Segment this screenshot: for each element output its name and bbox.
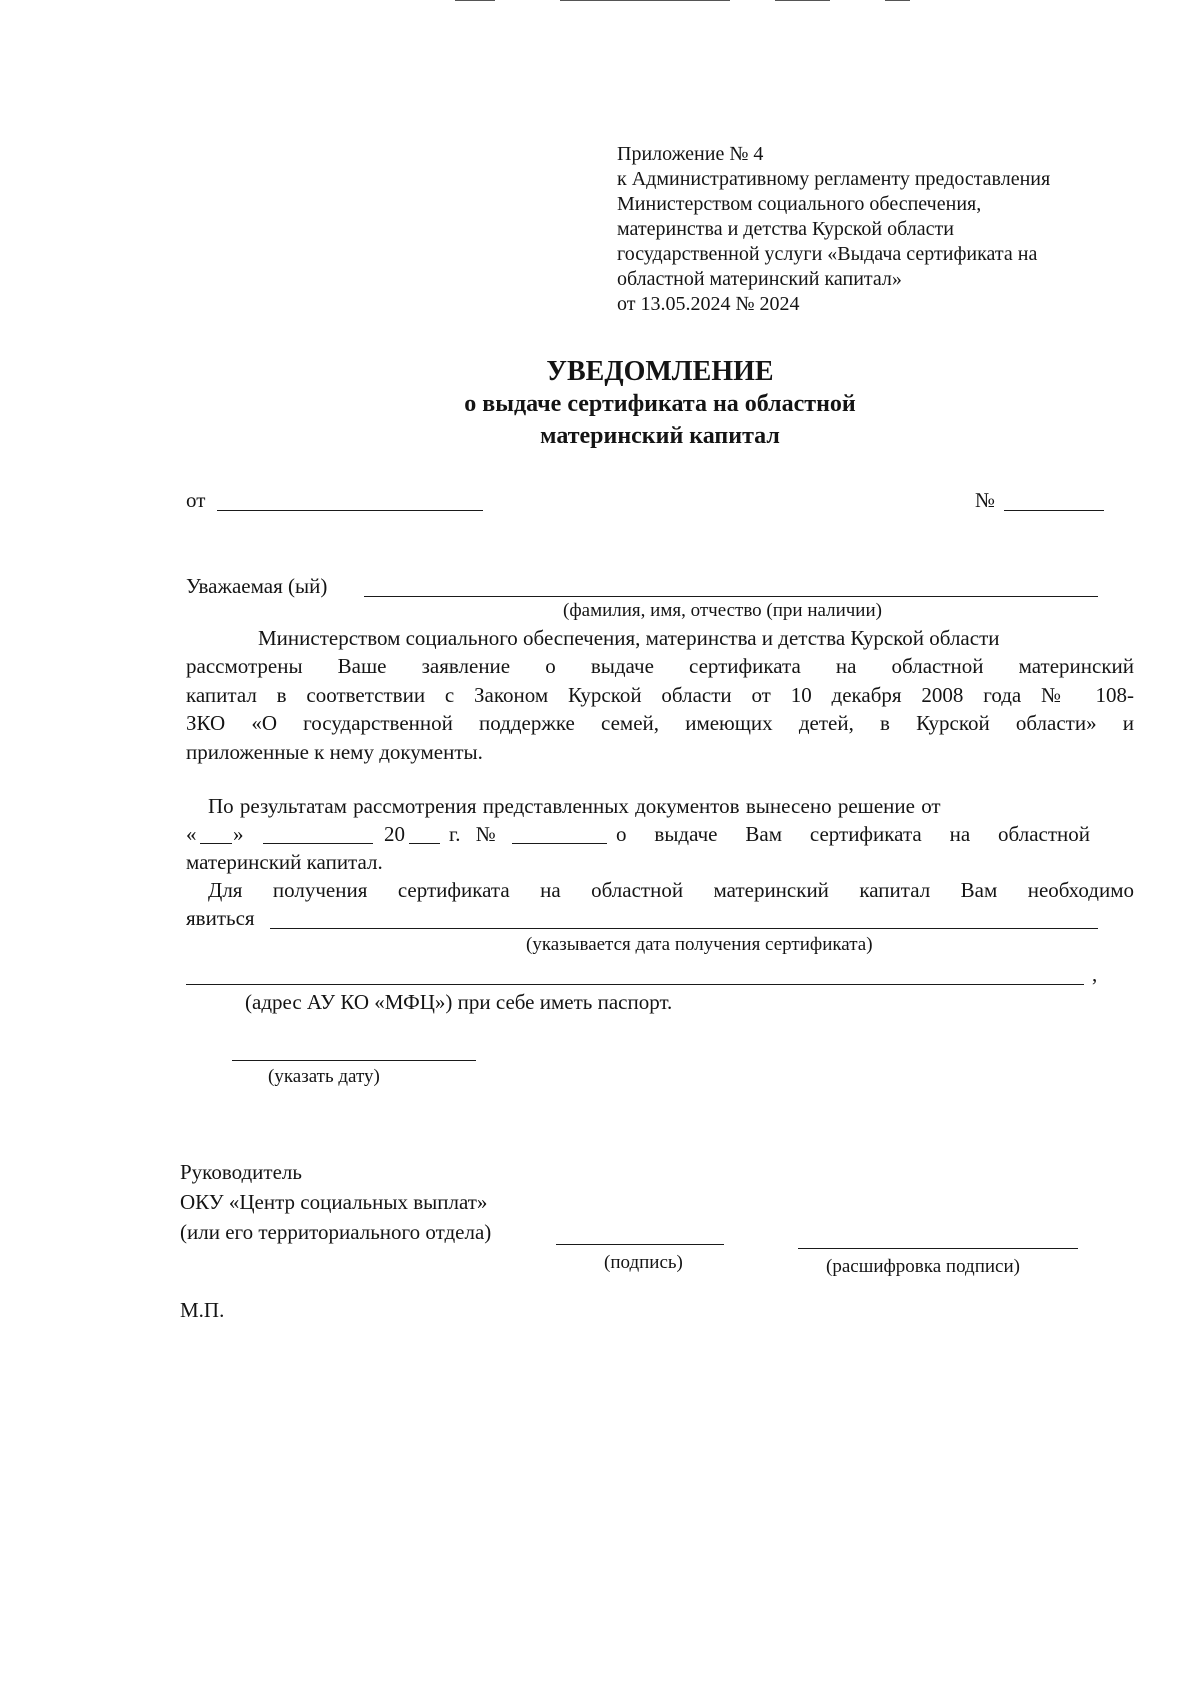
annex-line: к Административному регламенту предоставления [617, 168, 1051, 190]
annex-line: Приложение № 4 [617, 143, 764, 165]
date-field [232, 1060, 476, 1061]
decision-month-field [263, 843, 373, 844]
annex-line: областной материнский капитал» [617, 268, 902, 290]
signature-field [556, 1244, 724, 1245]
annex-line: Министерством социального обеспечения, [617, 193, 982, 215]
annex-line: материнства и детства Курской области [617, 218, 954, 240]
paragraph-line: капитал в соответствии с Законом Курской области от 10 декабря 2008 года № 108- [186, 683, 1134, 707]
signatory-department: (или его территориального отдела) [180, 1220, 492, 1244]
paragraph-line: явиться [186, 906, 255, 930]
scan-artifact [775, 0, 830, 1]
decision-year-label: 20 [384, 822, 405, 846]
scan-artifact [560, 0, 730, 1]
scan-artifact [885, 0, 910, 1]
decision-number-field [512, 843, 607, 844]
annex-line: государственной услуги «Выдача сертификата на [617, 243, 1038, 265]
mfc-address-field [186, 984, 1084, 985]
signature-caption: (подпись) [604, 1252, 683, 1273]
paragraph-line: По результатам рассмотрения представленных документов вынесено решение от [208, 794, 941, 818]
decision-quote-open: « [186, 822, 197, 846]
from-date-field [217, 510, 483, 511]
recipient-name-field [364, 596, 1098, 597]
paragraph-line: материнский капитал. [186, 850, 383, 874]
paragraph-line: о выдаче Вам сертификата на областной [616, 822, 1090, 846]
signatory-organization: ОКУ «Центр социальных выплат» [180, 1190, 488, 1214]
stamp-placeholder: М.П. [180, 1298, 225, 1322]
address-comma: , [1092, 962, 1098, 986]
scan-artifact [455, 0, 495, 1]
signature-decode-caption: (расшифровка подписи) [826, 1256, 1020, 1277]
decision-year-field [409, 843, 440, 844]
from-label: от [186, 488, 206, 512]
address-caption: (адрес АУ КО «МФЦ») при себе иметь паспорт. [245, 990, 673, 1014]
paragraph-line: Для получения сертификата на областной материнский капитал Вам необходимо [208, 878, 1134, 902]
date-caption: (указать дату) [268, 1066, 380, 1087]
signature-decode-field [798, 1248, 1078, 1249]
signatory-title: Руководитель [180, 1160, 302, 1184]
salutation-label: Уважаемая (ый) [186, 574, 328, 598]
number-label: № [975, 488, 996, 512]
decision-number-label: г. № [449, 822, 496, 846]
receipt-date-field [270, 928, 1098, 929]
paragraph-line: Министерством социального обеспечения, материнства и детства Курской области [258, 626, 1000, 650]
decision-quote-close: » [233, 822, 244, 846]
document-title: УВЕДОМЛЕНИЕ [546, 356, 774, 387]
document-subtitle: материнский капитал [540, 423, 780, 449]
annex-line: от 13.05.2024 № 2024 [617, 293, 800, 315]
paragraph-line: ЗКО «О государственной поддержке семей, имеющих детей, в Курской области» и [186, 711, 1134, 735]
paragraph-line: рассмотрены Ваше заявление о выдаче сертификата на областной материнский [186, 654, 1134, 678]
number-field [1004, 510, 1104, 511]
document-subtitle: о выдаче сертификата на областной [464, 391, 856, 417]
recipient-name-caption: (фамилия, имя, отчество (при наличии) [563, 600, 882, 621]
paragraph-line: приложенные к нему документы. [186, 740, 483, 764]
decision-day-field [200, 843, 232, 844]
annex-block [617, 142, 1050, 317]
receipt-date-caption: (указывается дата получения сертификата) [526, 934, 873, 955]
